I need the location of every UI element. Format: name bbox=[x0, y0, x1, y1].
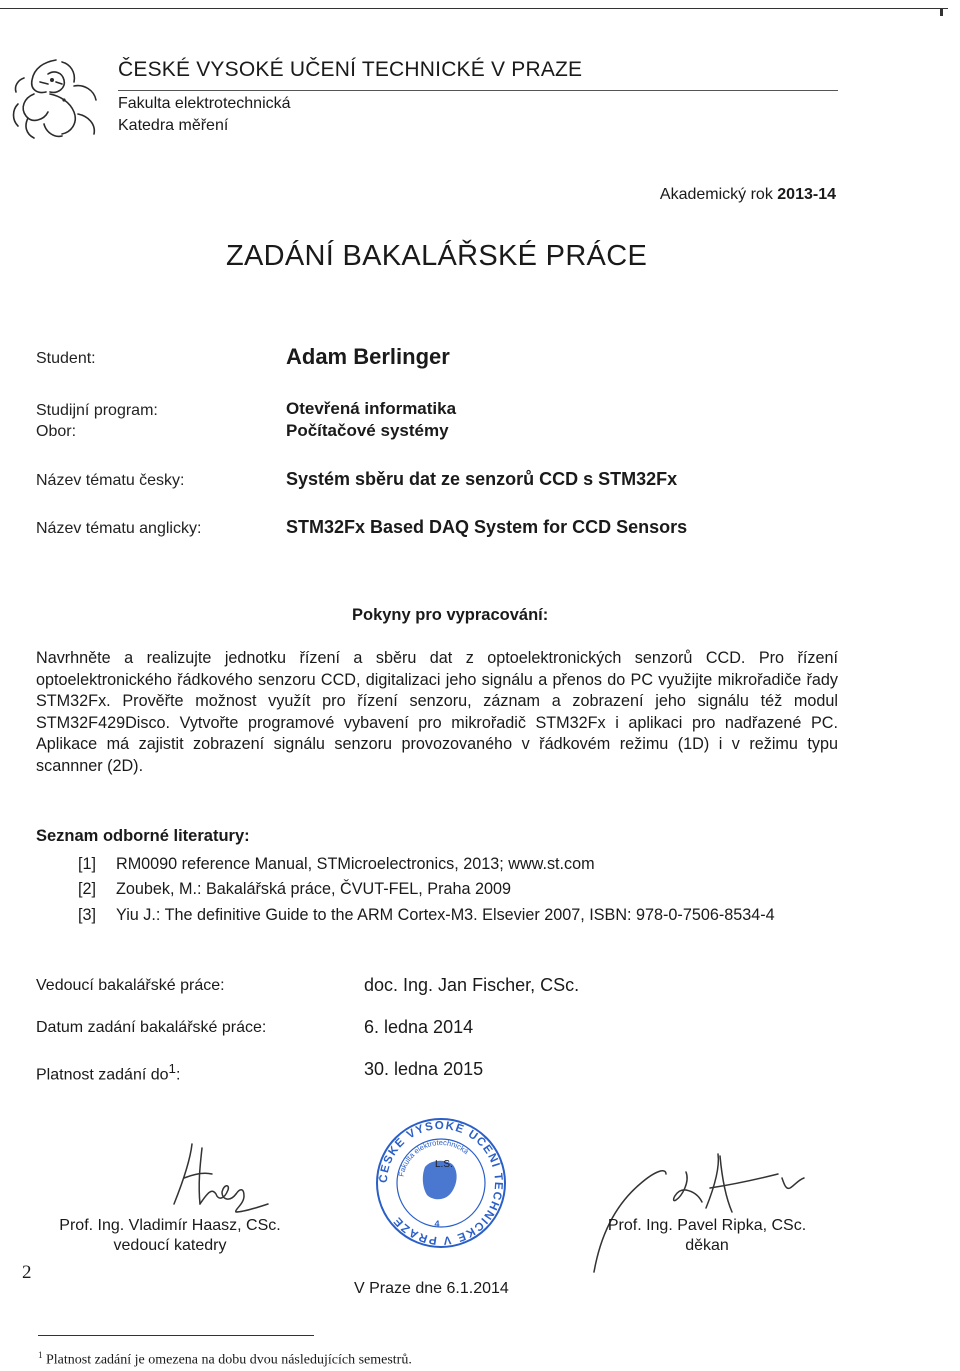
validity-label-text: Platnost zadání do bbox=[36, 1066, 169, 1084]
supervisor-value: doc. Ing. Jan Fischer, CSc. bbox=[364, 975, 580, 995]
literature-item bbox=[78, 855, 595, 874]
instructions-heading: Pokyny pro vypracování: bbox=[352, 606, 549, 624]
literature-item-text: Yiu J.: The definitive Guide to the ARM Cortex-M3. Elsevier 2007, ISBN: 978-0-7506-8534-4 bbox=[116, 906, 775, 924]
university-name: ČESKÉ VYSOKÉ UČENÍ TECHNICKÉ V PRAZE bbox=[118, 58, 583, 81]
stamp-ls: L.S. bbox=[435, 1159, 453, 1170]
top-scan-rule bbox=[0, 8, 948, 9]
footnote bbox=[38, 1350, 412, 1369]
academic-year bbox=[660, 186, 836, 204]
validity-footnote-mark: 1 bbox=[168, 1061, 176, 1076]
header-rule bbox=[118, 90, 838, 91]
instructions-text: Navrhněte a realizujte jednotku řízení a sběru dat z optoelektronických senzorů CCD. Pro řízení optoelektronického řádkového senzoru CCD, digitalizaci jeho signálu a přenos do PC využijte mikrořadiče řady STM32Fx. Prověřte možnost využít pro řízení senzoru, záznam a zobrazení jeho signálu též modul STM32F429Disco. Vytvořte programové vybavení pro mikrořadič STM32Fx i aplikaci pro nadřazené PC. Aplikace má zajistit zobrazení signálu senzoru provozovaného v řádkovém režimu (1D) i v režimu typu scannner (2D). bbox=[36, 649, 838, 775]
topic-en-value: STM32Fx Based DAQ System for CCD Sensors bbox=[286, 517, 688, 537]
stamp-number: 4 bbox=[434, 1219, 440, 1229]
university-lion-logo-icon bbox=[4, 54, 108, 144]
literature-item-text: Zoubek, M.: Bakalářská práce, ČVUT-FEL, Praha 2009 bbox=[116, 880, 511, 898]
stamp-inner-text: Fakulta elektrotechnická bbox=[396, 1137, 471, 1178]
validity-value: 30. ledna 2015 bbox=[364, 1059, 484, 1079]
place-and-date: V Praze dne 6.1.2014 bbox=[354, 1280, 509, 1297]
literature-item bbox=[78, 880, 511, 899]
literature-item-number: [2] bbox=[78, 880, 96, 898]
page-number: 2 bbox=[22, 1262, 32, 1283]
validity-label bbox=[36, 1061, 180, 1084]
branch-value: Počítačové systémy bbox=[286, 421, 449, 440]
dean-role: děkan bbox=[685, 1237, 729, 1254]
literature-heading: Seznam odborné literatury: bbox=[36, 827, 250, 845]
dean-signature-icon bbox=[586, 1148, 816, 1278]
validity-label-colon: : bbox=[175, 1066, 181, 1084]
department-head-signature bbox=[40, 1216, 300, 1256]
dean-signature bbox=[586, 1216, 828, 1256]
supervisor-label: Vedoucí bakalářské práce: bbox=[36, 977, 225, 994]
assignment-date-value: 6. ledna 2014 bbox=[364, 1017, 474, 1037]
literature-item-text: RM0090 reference Manual, STMicroelectronics, 2013; www.st.com bbox=[116, 855, 595, 873]
academic-year-value: 2013-14 bbox=[777, 186, 836, 203]
stamp-ring-text: ČESKÉ VYSOKÉ UČENÍ TECHNICKÉ V PRAZE bbox=[377, 1119, 505, 1247]
department-head-role: vedoucí katedry bbox=[113, 1237, 227, 1254]
faculty-stamp-icon bbox=[373, 1115, 509, 1251]
student-name: Adam Berlinger bbox=[286, 344, 450, 369]
document-title: ZADÁNÍ BAKALÁŘSKÉ PRÁCE bbox=[226, 240, 648, 272]
academic-year-label: Akademický rok bbox=[659, 186, 773, 203]
department-name: Katedra měření bbox=[118, 117, 229, 134]
student-label: Student: bbox=[36, 350, 96, 367]
top-scan-tick bbox=[940, 8, 943, 16]
literature-item-number: [3] bbox=[78, 906, 96, 924]
dean-name: Prof. Ing. Pavel Ripka, CSc. bbox=[607, 1217, 807, 1234]
department-head-signature-icon bbox=[164, 1138, 274, 1220]
faculty-name: Fakulta elektrotechnická bbox=[118, 95, 291, 112]
branch-label: Obor: bbox=[36, 423, 77, 440]
program-value: Otevřená informatika bbox=[286, 399, 457, 418]
literature-item bbox=[78, 906, 775, 925]
footnote-rule bbox=[38, 1335, 314, 1336]
topic-en-label: Název tématu anglicky: bbox=[36, 520, 202, 537]
program-label: Studijní program: bbox=[36, 402, 158, 419]
department-head-name: Prof. Ing. Vladimír Haasz, CSc. bbox=[59, 1217, 281, 1234]
assignment-date-label: Datum zadání bakalářské práce: bbox=[36, 1019, 267, 1036]
topic-cz-label: Název tématu česky: bbox=[36, 472, 185, 489]
footnote-text: Platnost zadání je omezena na dobu dvou následujících semestrů. bbox=[46, 1352, 412, 1368]
topic-cz-value: Systém sběru dat ze senzorů CCD s STM32Fx bbox=[286, 469, 678, 489]
literature-item-number: [1] bbox=[78, 855, 96, 873]
footnote-mark: 1 bbox=[38, 1350, 43, 1360]
